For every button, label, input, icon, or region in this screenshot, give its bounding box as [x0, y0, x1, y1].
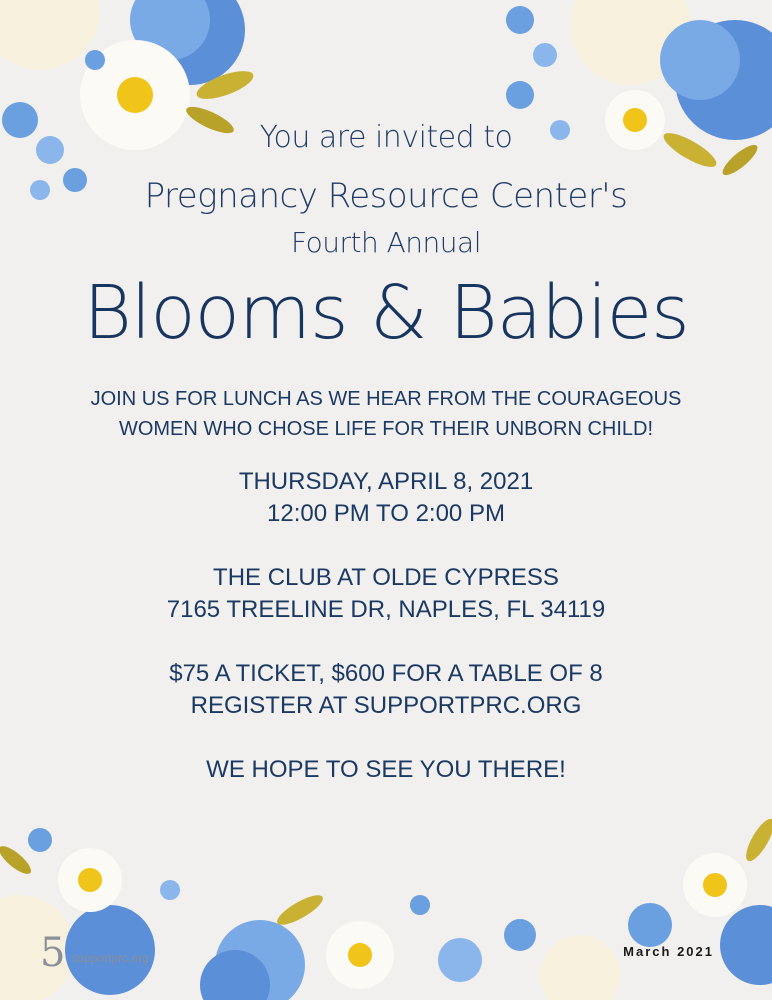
organization-name: Pregnancy Resource Center's: [144, 176, 628, 216]
message-line-2: WOMEN WHO CHOSE LIFE FOR THEIR UNBORN CHILD!: [118, 418, 654, 440]
closing-message: WE HOPE TO SEE YOU THERE!: [206, 756, 566, 783]
event-date: THURSDAY, APRIL 8, 2021: [238, 468, 534, 495]
footer-branding: [40, 930, 149, 976]
event-edition: Fourth Annual: [291, 226, 481, 259]
ticket-info: [0, 658, 772, 722]
footer-date: March 2021: [623, 944, 714, 959]
venue-address: 7165 TREELINE DR, NAPLES, FL 34119: [166, 596, 606, 623]
ticket-price: $75 A TICKET, $600 FOR A TABLE OF 8: [169, 660, 603, 687]
register-link[interactable]: REGISTER AT SUPPORTPRC.ORG: [190, 692, 582, 719]
event-datetime: [0, 466, 772, 530]
website-link[interactable]: supportprc.org: [71, 951, 149, 965]
top-left-flowers: [0, 0, 257, 200]
event-message: [0, 384, 772, 444]
event-title: Blooms & Babies: [83, 270, 689, 356]
page-badge: 5: [40, 930, 66, 976]
invite-intro: You are invited to: [259, 120, 513, 155]
event-location: [0, 562, 772, 626]
event-time: 12:00 PM TO 2:00 PM: [267, 500, 505, 527]
message-line-1: JOIN US FOR LUNCH AS WE HEAR FROM THE COURAGEOUS: [90, 388, 682, 410]
venue-name: THE CLUB AT OLDE CYPRESS: [213, 564, 559, 591]
